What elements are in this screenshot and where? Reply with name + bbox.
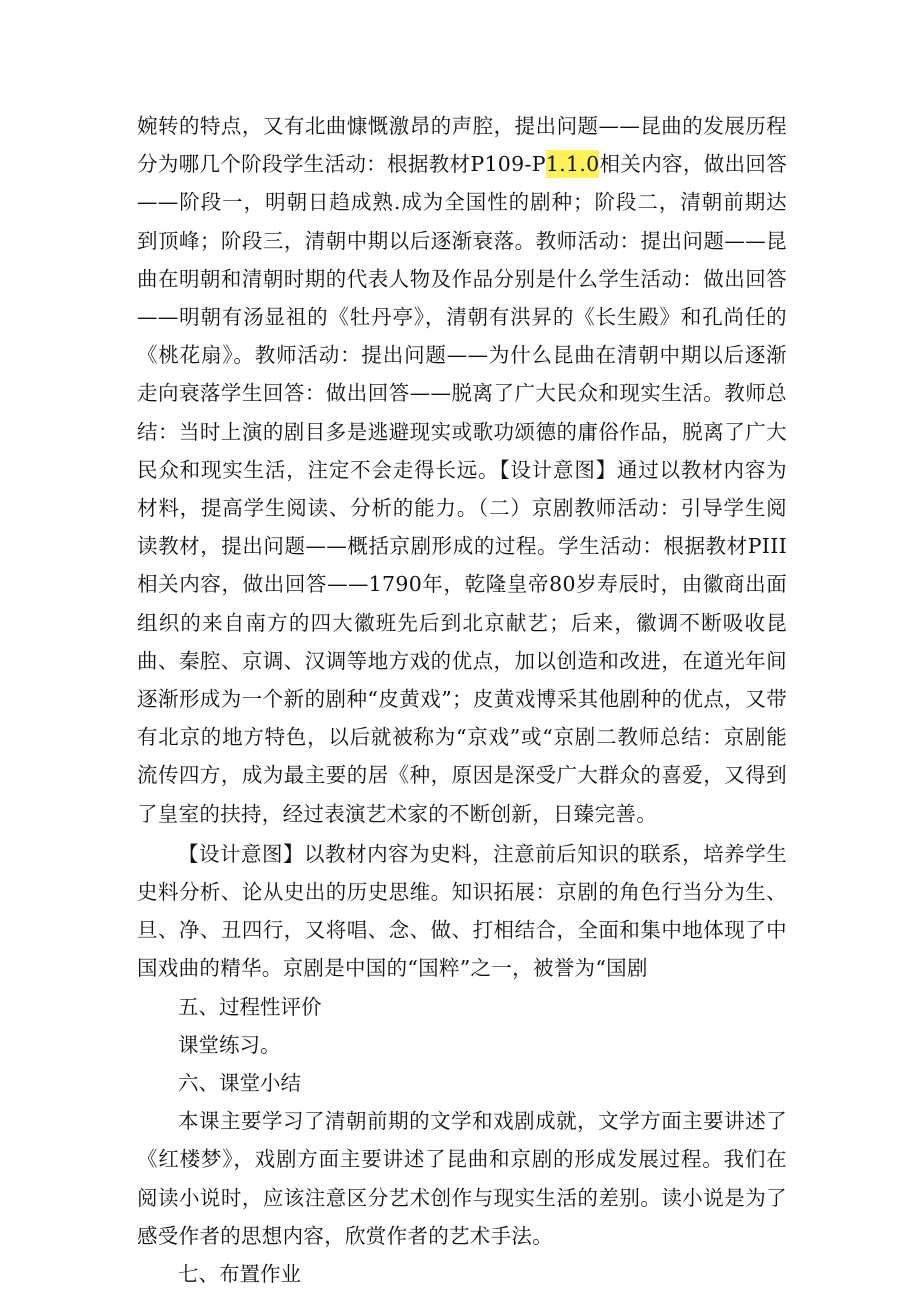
paragraph-classroom-practice: 课堂练习。: [178, 1032, 281, 1057]
paragraph-text: 相关内容，做出回答——阶段一，明朝日趋成熟.成为全国性的剧种；阶段二，清朝前期达到顶峰；阶段三，清朝中期以后逐渐衰落。教师活动：提出问题——昆曲在明朝和清朝时期的代表人物及作品分别是什么学生活动：做出回答——明朝有汤显祖的《牡丹亭》，清朝有洪昇的《长生殿》和孔尚任的《桃花扇》。教师活动：提出问题——为什么昆曲在清朝中期以后逐渐走向衰落学生回答：做出回答——脱离了广大民众和现实生活。教师总结：当时上演的剧目多是逃避现实或歌功颂德的庸俗作品，脱离了广大民众和现实生活，注定不会走得长远。【设计意图】通过以教材内容为材料，提高学生阅读、分析的能力。（二）京剧教师活动：引导学生阅读教材，提出问题——概括京剧形成的过程。学生活动：根据教材PIII相关内容，做出回答——1790年，乾隆皇帝80岁寿辰时，由徽商出面组织的来自南方的四大徽班先后到北京献艺；后来，徽调不断吸收昆曲、秦腔、京调、汉调等地方戏的优点，加以创造和改进，在道光年间逐渐形成为一个新的剧种“皮黄戏”；皮黄戏博采其他剧种的优点，又带有北京的地方特色，以后就被称为“京戏”或“京剧二教师总结：京剧能流传四方，成为最主要的居《种，原因是深受广大群众的喜爱，又得到了皇室的扶持，经过表演艺术家的不断创新，日臻完善。: [137, 152, 787, 826]
paragraph-text: 婉转的特点，又有北曲慷慨激昂的声腔，提出问题——昆曲的发展历程分为哪几个阶段学生活动：根据教材P109-P: [137, 114, 787, 177]
section-heading-evaluation: 五、过程性评价: [178, 994, 322, 1019]
section-heading-homework: 七、布置作业: [178, 1262, 301, 1287]
section-heading-summary: 六、课堂小结: [178, 1071, 301, 1096]
paragraph-summary: 本课主要学习了清朝前期的文学和戏剧成就，文学方面主要讲述了《红楼梦》，戏剧方面主要讲述了昆曲和京剧的形成发展过程。我们在阅读小说时，应该注意区分艺术创作与现实生活的差别。读小说是为了感受作者的思想内容，欣赏作者的艺术手法。: [137, 1109, 787, 1248]
highlighted-text: 1.1.0: [545, 152, 600, 177]
document-body: [137, 107, 787, 1293]
paragraph-kunqu-jingju: [137, 107, 787, 833]
paragraph-design-intent: 【设计意图】以教材内容为史料，注意前后知识的联系，培养学生史料分析、论从史出的历史思维。知识拓展：京剧的角色行当分为生、旦、净、丑四行，又将唱、念、做、打相结合，全面和集中地体现了中国戏曲的精华。京剧是中国的“国粹”之一，被誉为“国剧: [137, 841, 787, 981]
